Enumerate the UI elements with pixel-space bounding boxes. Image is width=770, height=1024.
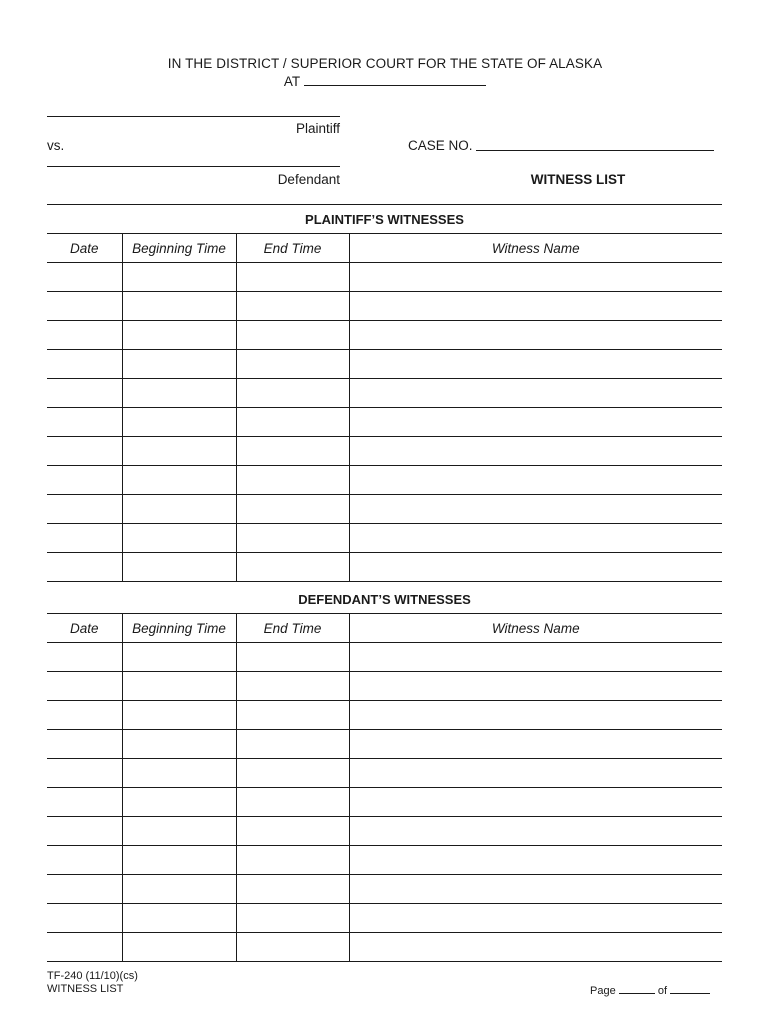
- beginning-time-cell[interactable]: [122, 730, 236, 759]
- witness-name-cell[interactable]: [349, 524, 722, 553]
- of-label: of: [657, 985, 668, 997]
- table-row: [47, 437, 722, 466]
- beginning-time-cell[interactable]: [122, 466, 236, 495]
- witness-name-cell[interactable]: [349, 904, 722, 933]
- beginning-time-cell[interactable]: [122, 788, 236, 817]
- end-time-cell[interactable]: [236, 408, 349, 437]
- date-cell[interactable]: [47, 933, 122, 962]
- beginning-time-cell[interactable]: [122, 643, 236, 672]
- date-cell[interactable]: [47, 643, 122, 672]
- beginning-time-cell[interactable]: [122, 759, 236, 788]
- end-time-cell[interactable]: [236, 643, 349, 672]
- plaintiff-witnesses-title: PLAINTIFF’S WITNESSES: [305, 212, 464, 227]
- beginning-time-cell[interactable]: [122, 701, 236, 730]
- date-cell[interactable]: [47, 730, 122, 759]
- table-row: [47, 408, 722, 437]
- table-row: [47, 759, 722, 788]
- date-cell[interactable]: [47, 759, 122, 788]
- page-number: [590, 983, 710, 997]
- witness-name-cell[interactable]: [349, 263, 722, 292]
- witness-name-cell[interactable]: [349, 933, 722, 962]
- witness-name-cell[interactable]: [349, 788, 722, 817]
- table-row: [47, 379, 722, 408]
- page-total-field[interactable]: [670, 983, 710, 994]
- witness-name-cell[interactable]: [349, 701, 722, 730]
- date-cell[interactable]: [47, 350, 122, 379]
- witness-name-cell[interactable]: [349, 817, 722, 846]
- form-number: TF-240 (11/10)(cs): [47, 970, 138, 982]
- at-label: AT: [283, 74, 301, 89]
- court-location-field[interactable]: [304, 72, 486, 86]
- witness-name-cell[interactable]: [349, 408, 722, 437]
- table-row: [47, 292, 722, 321]
- date-cell[interactable]: [47, 817, 122, 846]
- table-header-row: [47, 234, 722, 263]
- form-title: WITNESS LIST: [530, 172, 626, 187]
- end-time-cell[interactable]: [236, 759, 349, 788]
- witness-name-cell[interactable]: [349, 672, 722, 701]
- date-cell[interactable]: [47, 701, 122, 730]
- end-time-cell[interactable]: [236, 292, 349, 321]
- column-header-date: Date: [47, 614, 122, 643]
- end-time-cell[interactable]: [236, 730, 349, 759]
- defendant-witness-table: [47, 613, 722, 962]
- court-title: IN THE DISTRICT / SUPERIOR COURT FOR THE STATE OF ALASKA: [167, 56, 603, 71]
- beginning-time-cell[interactable]: [122, 408, 236, 437]
- witness-name-cell[interactable]: [349, 495, 722, 524]
- plaintiff-witness-table: [47, 233, 722, 582]
- defendant-witnesses-title: DEFENDANT’S WITNESSES: [298, 592, 471, 607]
- table-row: [47, 875, 722, 904]
- column-header-date: Date: [47, 234, 122, 263]
- beginning-time-cell[interactable]: [122, 437, 236, 466]
- date-cell[interactable]: [47, 904, 122, 933]
- witness-name-cell[interactable]: [349, 466, 722, 495]
- date-cell[interactable]: [47, 788, 122, 817]
- date-cell[interactable]: [47, 379, 122, 408]
- beginning-time-cell[interactable]: [122, 495, 236, 524]
- beginning-time-cell[interactable]: [122, 672, 236, 701]
- date-cell[interactable]: [47, 672, 122, 701]
- end-time-cell[interactable]: [236, 875, 349, 904]
- case-no-label: CASE NO.: [408, 138, 473, 153]
- beginning-time-cell[interactable]: [122, 379, 236, 408]
- end-time-cell[interactable]: [236, 379, 349, 408]
- witness-name-cell[interactable]: [349, 321, 722, 350]
- witness-name-cell[interactable]: [349, 846, 722, 875]
- beginning-time-cell[interactable]: [122, 875, 236, 904]
- table-row: [47, 466, 722, 495]
- beginning-time-cell[interactable]: [122, 933, 236, 962]
- witness-name-cell[interactable]: [349, 350, 722, 379]
- date-cell[interactable]: [47, 321, 122, 350]
- footer-form-name: WITNESS LIST: [47, 983, 124, 995]
- beginning-time-cell[interactable]: [122, 321, 236, 350]
- end-time-cell[interactable]: [236, 701, 349, 730]
- end-time-cell[interactable]: [236, 437, 349, 466]
- table-row: [47, 350, 722, 379]
- witness-name-cell[interactable]: [349, 379, 722, 408]
- date-cell[interactable]: [47, 466, 122, 495]
- end-time-cell[interactable]: [236, 263, 349, 292]
- beginning-time-cell[interactable]: [122, 350, 236, 379]
- witness-name-cell[interactable]: [349, 875, 722, 904]
- table-row: [47, 672, 722, 701]
- end-time-cell[interactable]: [236, 933, 349, 962]
- table-row: [47, 933, 722, 962]
- plaintiff-name-field[interactable]: [47, 116, 340, 117]
- table-row: [47, 701, 722, 730]
- table-row: [47, 553, 722, 582]
- table-row: [47, 524, 722, 553]
- beginning-time-cell[interactable]: [122, 524, 236, 553]
- witness-name-cell[interactable]: [349, 437, 722, 466]
- beginning-time-cell[interactable]: [122, 904, 236, 933]
- column-header-beginning-time: Beginning Time: [122, 614, 236, 643]
- end-time-cell[interactable]: [236, 553, 349, 582]
- date-cell[interactable]: [47, 846, 122, 875]
- date-cell[interactable]: [47, 437, 122, 466]
- table-row: [47, 788, 722, 817]
- date-cell[interactable]: [47, 292, 122, 321]
- date-cell[interactable]: [47, 553, 122, 582]
- page-label: Page: [590, 985, 616, 997]
- witness-name-cell[interactable]: [349, 759, 722, 788]
- end-time-cell[interactable]: [236, 672, 349, 701]
- table-row: [47, 846, 722, 875]
- plaintiff-label: Plaintiff: [295, 121, 340, 136]
- column-header-end-time: End Time: [236, 234, 349, 263]
- column-header-witness-name: Witness Name: [349, 614, 722, 643]
- end-time-cell[interactable]: [236, 846, 349, 875]
- date-cell[interactable]: [47, 263, 122, 292]
- table-row: [47, 643, 722, 672]
- table-row: [47, 495, 722, 524]
- beginning-time-cell[interactable]: [122, 846, 236, 875]
- end-time-cell[interactable]: [236, 321, 349, 350]
- end-time-cell[interactable]: [236, 495, 349, 524]
- end-time-cell[interactable]: [236, 466, 349, 495]
- witness-name-cell[interactable]: [349, 553, 722, 582]
- table-row: [47, 817, 722, 846]
- date-cell[interactable]: [47, 495, 122, 524]
- case-no-field[interactable]: [476, 150, 714, 151]
- vs-label: vs.: [47, 138, 65, 153]
- witness-name-cell[interactable]: [349, 643, 722, 672]
- defendant-label: Defendant: [277, 172, 340, 187]
- beginning-time-cell[interactable]: [122, 292, 236, 321]
- page-number-field[interactable]: [619, 983, 655, 994]
- witness-name-cell[interactable]: [349, 292, 722, 321]
- date-cell[interactable]: [47, 524, 122, 553]
- table-row: [47, 904, 722, 933]
- table-row: [47, 730, 722, 759]
- table-row: [47, 263, 722, 292]
- end-time-cell[interactable]: [236, 817, 349, 846]
- end-time-cell[interactable]: [236, 788, 349, 817]
- date-cell[interactable]: [47, 408, 122, 437]
- date-cell[interactable]: [47, 875, 122, 904]
- end-time-cell[interactable]: [236, 524, 349, 553]
- table-header-row: [47, 614, 722, 643]
- column-header-beginning-time: Beginning Time: [122, 234, 236, 263]
- beginning-time-cell[interactable]: [122, 263, 236, 292]
- end-time-cell[interactable]: [236, 350, 349, 379]
- witness-name-cell[interactable]: [349, 730, 722, 759]
- column-header-witness-name: Witness Name: [349, 234, 722, 263]
- court-location: [0, 72, 770, 89]
- end-time-cell[interactable]: [236, 904, 349, 933]
- table-row: [47, 321, 722, 350]
- beginning-time-cell[interactable]: [122, 817, 236, 846]
- column-header-end-time: End Time: [236, 614, 349, 643]
- section-divider: [47, 204, 722, 205]
- defendant-name-field[interactable]: [47, 166, 340, 167]
- beginning-time-cell[interactable]: [122, 553, 236, 582]
